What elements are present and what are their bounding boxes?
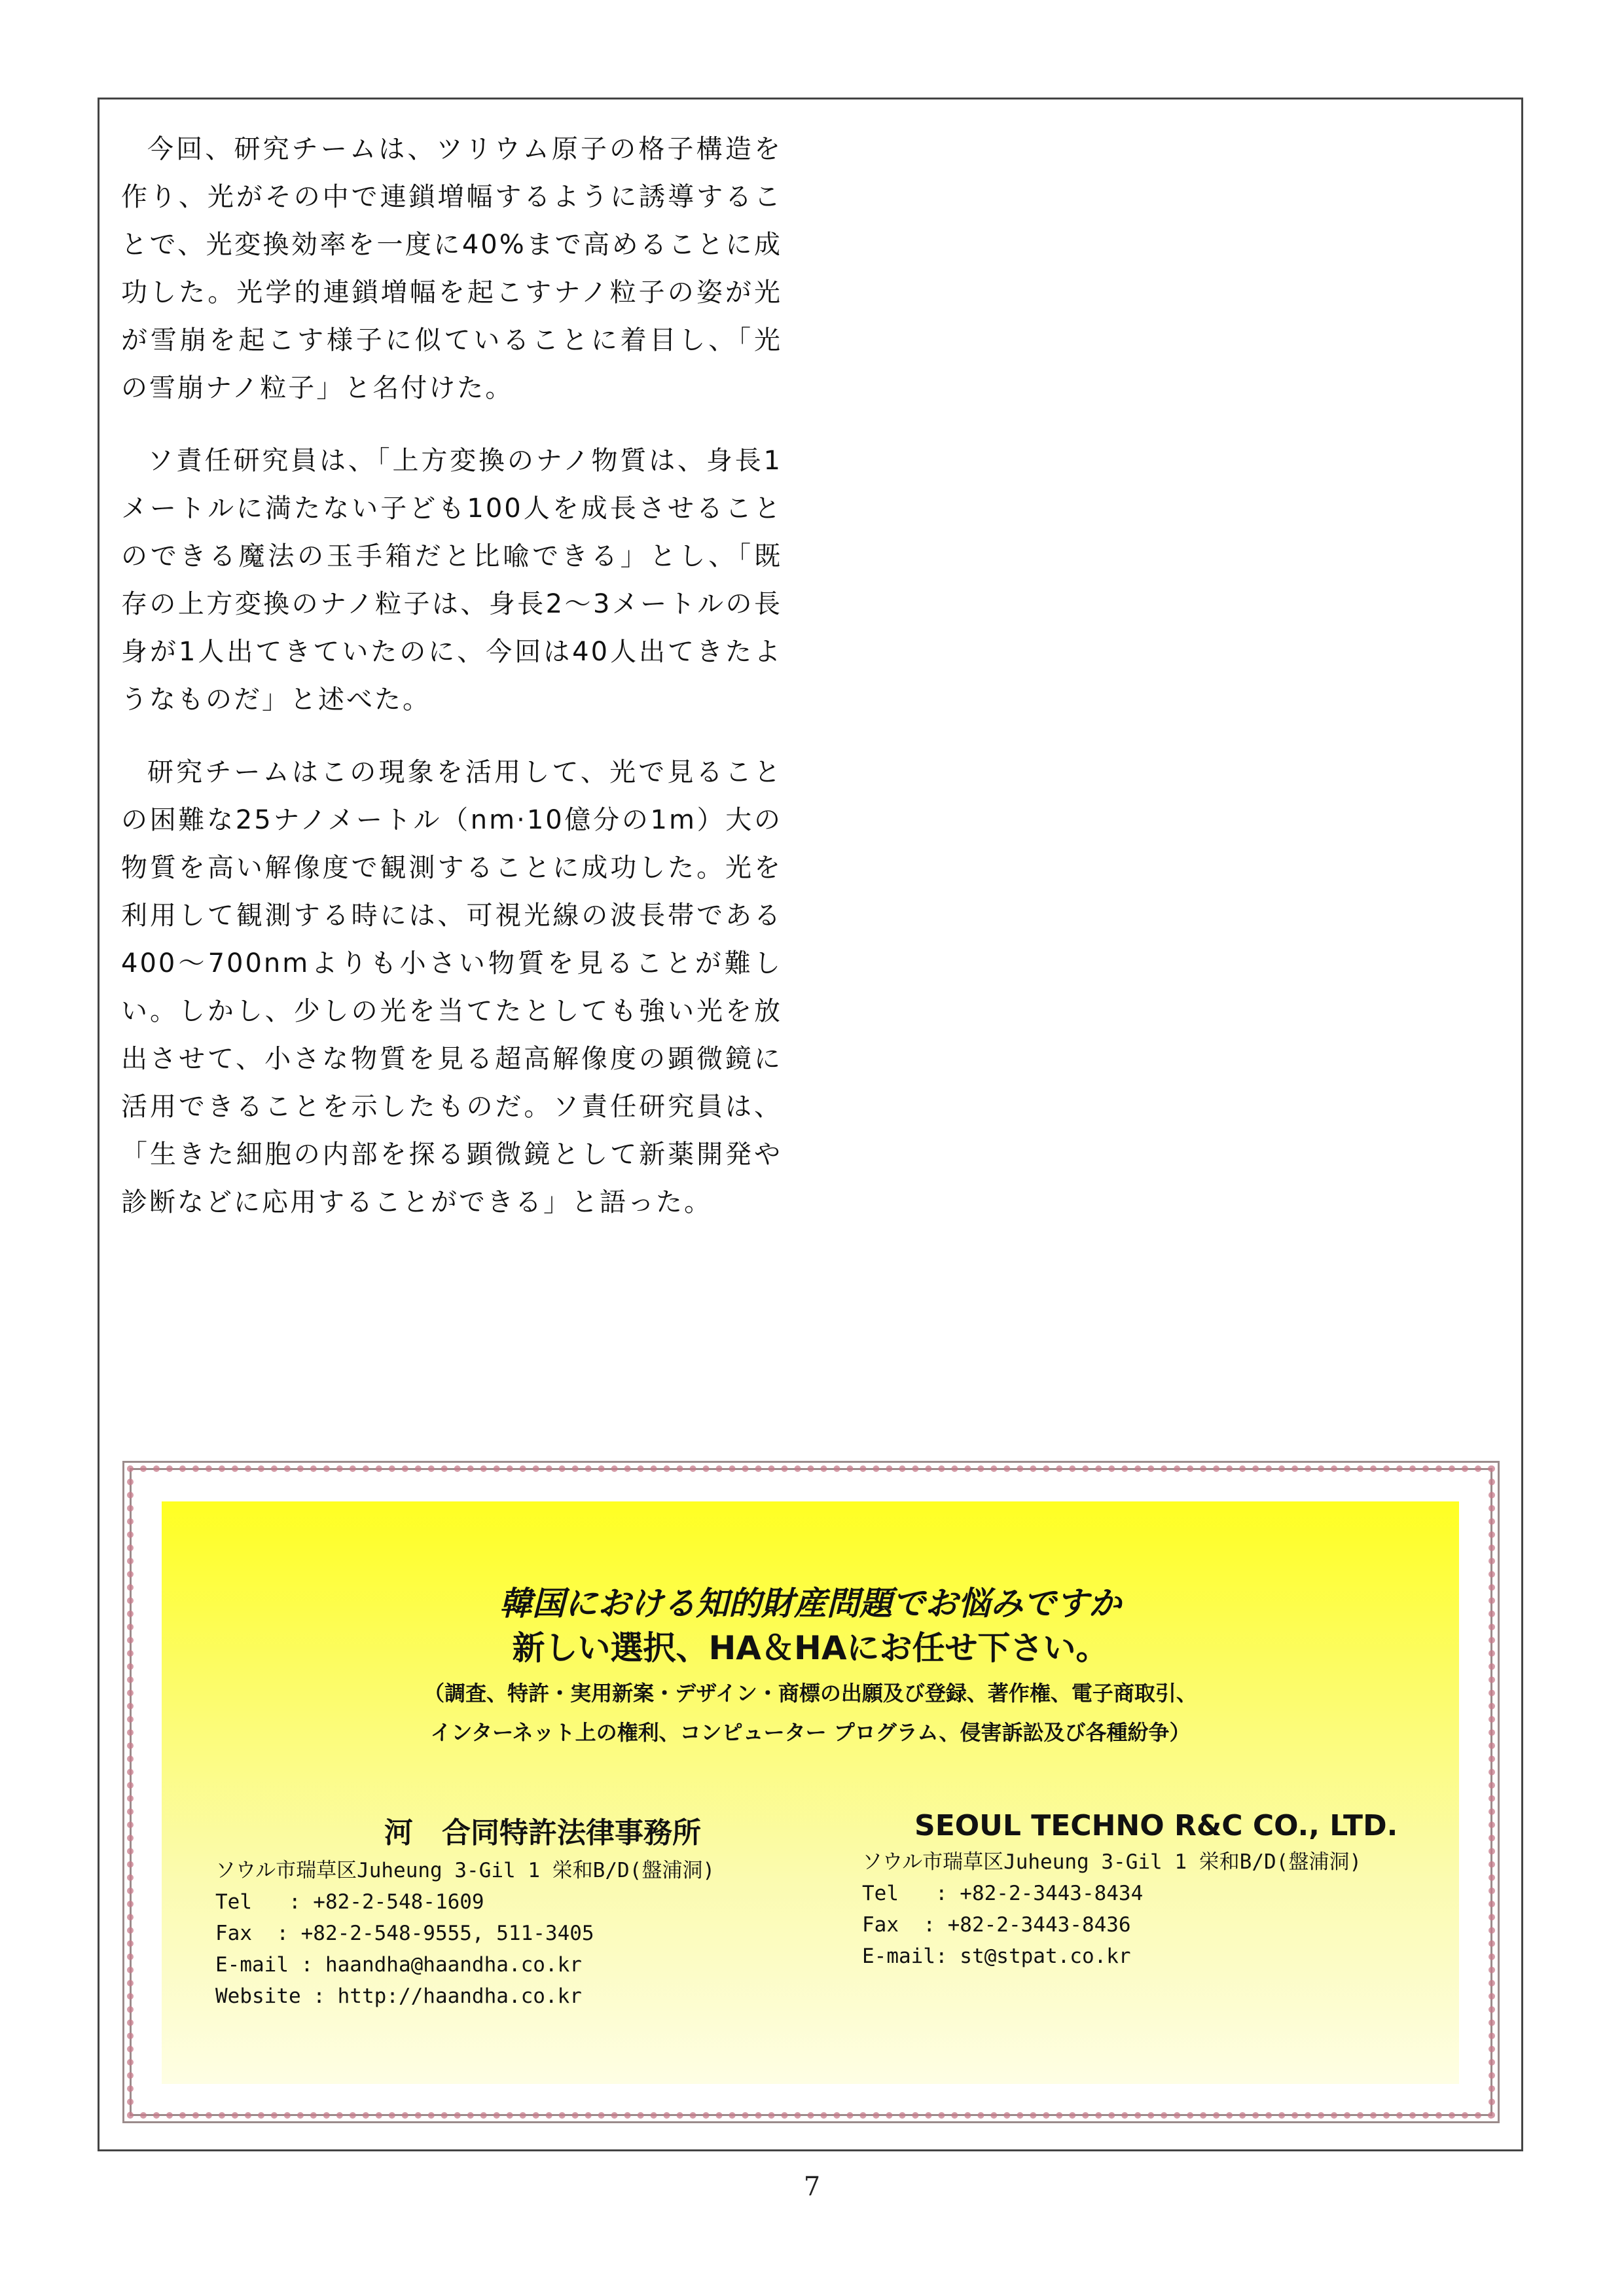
left-office-contact: [215, 1809, 715, 2012]
ad-services-line: （調査、特許・実用新案・デザイン・商標の出願及び登録、著作権、電子商取引、: [424, 1681, 1197, 1706]
office-address: ソウル市瑞草区Juheung 3-Gil 1 栄和B/D(盤浦洞): [215, 1859, 715, 1882]
article-paragraph: 研究チームはこの現象を活用して、光で見ることの困難な25ナノメートル（nm·10億分の1m）大の物質を高い解像度で観測することに成功した。光を利用して観測する時には、可視光線の波長帯である400～700nmよりも小さい物質を見ることが難しい。しかし、少しの光を当てたとしても強い光を放出させて、小さな物質を見る超高解像度の顕微鏡に活用できることを示したものだ。ソ責任研究員は、「生きた細胞の内部を探る顕微鏡として新薬開発や診断などに応用することができる」と語った。: [121, 757, 782, 1217]
ad-tagline: 新しい選択、HA＆HAにお任せ下さい。: [512, 1629, 1109, 1667]
office-tel: Tel : +82-2-548-1609: [215, 1890, 484, 1914]
article-paragraph: 今回、研究チームは、ツリウム原子の格子構造を作り、光がその中で連鎖増幅するように誘導することで、光変換効率を一度に40%まで高めることに成功した。光学的連鎖増幅を起こすナノ粒子の姿が光が雪崩を起こす様子に似ていることに着目し、「光の雪崩ナノ粒子」と名付けた。: [121, 134, 782, 403]
office-email[interactable]: E-mail : haandha@haandha.co.kr: [215, 1953, 582, 1977]
office-website[interactable]: Website : http://haandha.co.kr: [215, 1984, 582, 2008]
office-address: ソウル市瑞草区Juheung 3-Gil 1 栄和B/D(盤浦洞): [862, 1850, 1362, 1874]
office-email[interactable]: E-mail: st@stpat.co.kr: [862, 1945, 1131, 1968]
office-fax: Fax : +82-2-548-9555, 511-3405: [215, 1922, 594, 1945]
office-name: 河 合同特許法律事務所: [384, 1816, 701, 1850]
office-fax: Fax : +82-2-3443-8436: [862, 1913, 1131, 1937]
ad-services-line: インターネット上の権利、コンピューター プログラム、侵害訴訟及び各種紛争）: [430, 1720, 1191, 1745]
article-paragraph: ソ責任研究員は、「上方変換のナノ物質は、身長1メートルに満たない子ども100人を成長させることのできる魔法の玉手箱だと比喩できる」とし、「既存の上方変換のナノ粒子は、身長2～3メートルの長身が1人出てきていたのに、今回は40人出てきたようなものだ」と述べた。: [121, 446, 782, 715]
advertisement-panel: [162, 1501, 1459, 2084]
advertisement-box: [122, 1461, 1500, 2123]
ad-headline: 韓国における知的財産問題でお悩みですか: [499, 1585, 1121, 1623]
office-name: SEOUL TECHNO R&C CO., LTD.: [914, 1809, 1398, 1842]
right-office-contact: [862, 1809, 1398, 1972]
page-number: 7: [803, 2172, 821, 2202]
article-body: [121, 126, 782, 1251]
office-tel: Tel : +82-2-3443-8434: [862, 1882, 1144, 1905]
